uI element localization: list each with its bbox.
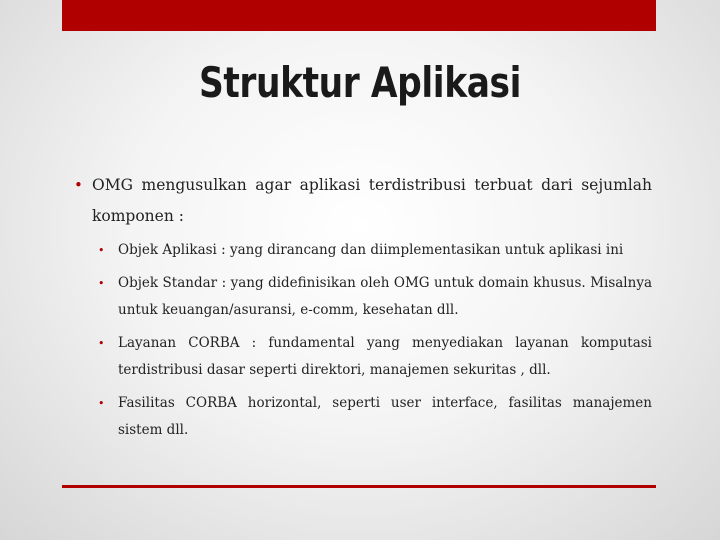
bullet-icon: • <box>98 244 105 257</box>
bottom-divider <box>62 485 656 488</box>
top-accent-bar <box>62 0 656 31</box>
sub-bullet-text: Fasilitas CORBA horizontal, seperti user interface, fasilitas manajemen sistem dll. <box>118 395 652 438</box>
sub-bullet-objek-aplikasi <box>98 237 652 264</box>
sub-bullet-text: Objek Aplikasi : yang dirancang dan diimplementasikan untuk aplikasi ini <box>118 242 624 258</box>
sub-bullet-fasilitas-corba <box>98 390 652 444</box>
bullet-icon: • <box>98 277 105 290</box>
sub-bullet-list <box>74 237 652 444</box>
main-bullet-text: OMG mengusulkan agar aplikasi terdistribusi terbuat dari sejumlah komponen : <box>92 176 652 225</box>
sub-bullet-text: Objek Standar : yang didefinisikan oleh OMG untuk domain khusus. Misalnya untuk keuangan/asuransi, e-comm, kesehatan dll. <box>118 275 652 318</box>
bullet-icon: • <box>74 176 83 194</box>
bullet-icon: • <box>98 397 105 410</box>
sub-bullet-objek-standar <box>98 270 652 324</box>
slide-title: Struktur Aplikasi <box>198 58 522 107</box>
sub-bullet-layanan-corba <box>98 330 652 384</box>
sub-bullet-text: Layanan CORBA : fundamental yang menyediakan layanan komputasi terdistribusi dasar seperti direktori, manajemen sekuritas , dll. <box>118 335 652 378</box>
bullet-icon: • <box>98 337 105 350</box>
slide-content <box>74 170 652 450</box>
main-bullet <box>74 170 652 232</box>
